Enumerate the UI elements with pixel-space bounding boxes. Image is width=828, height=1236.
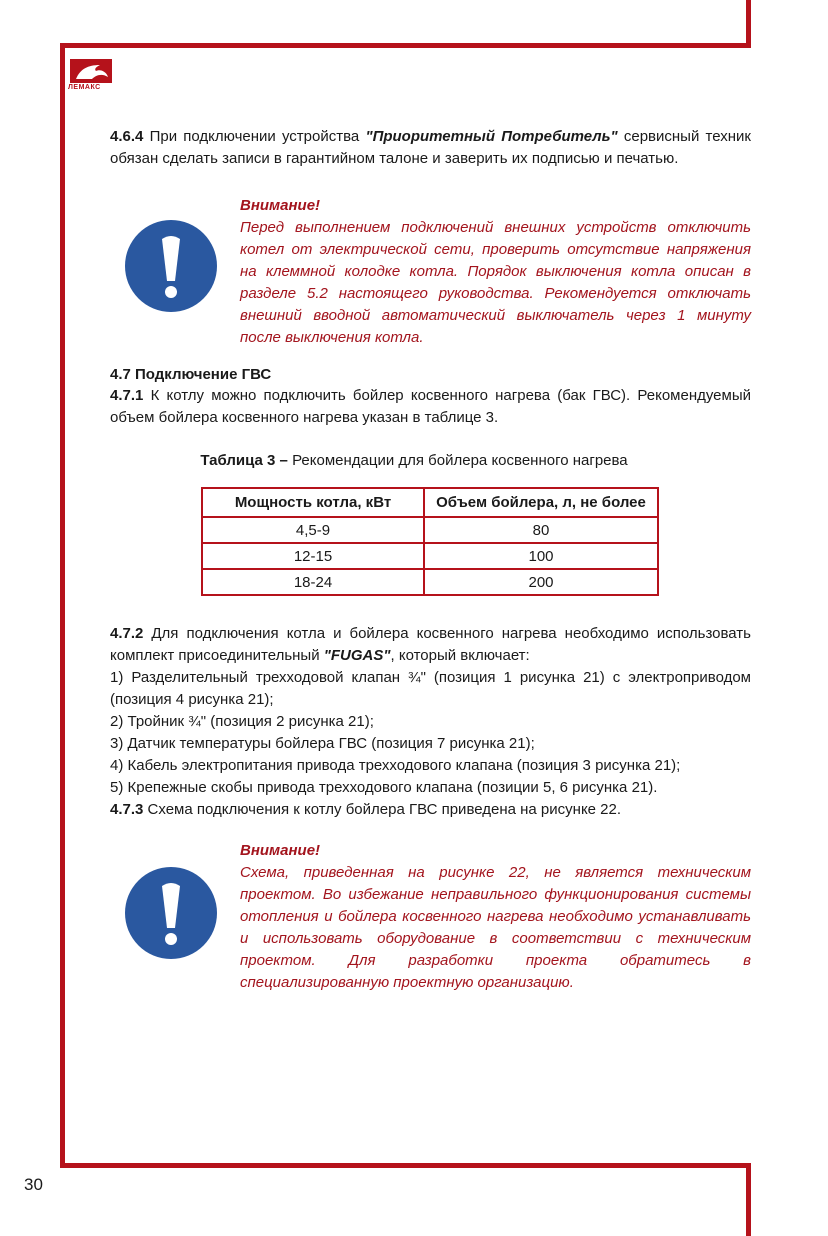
paragraph-number: 4.7.3 — [110, 801, 144, 818]
paragraph-text: К котлу можно подключить бойлер косвенного нагрева (бак ГВС). Рекомендуемый объем бойлера косвенного нагрева указан в таблице 3. — [110, 387, 751, 426]
page-number: 30 — [24, 1175, 43, 1194]
paragraph-text: При подключении устройства — [143, 128, 366, 145]
table-header-cell: Объем бойлера, л, не более — [424, 488, 658, 517]
paragraph-4-7-2 — [110, 623, 751, 821]
paragraph-4-7-3 — [110, 799, 751, 821]
section-title: 4.7 Подключение ГВС — [110, 366, 272, 383]
warning-block-2 — [240, 840, 751, 994]
exclamation-warning-icon — [124, 866, 218, 960]
table-cell: 200 — [424, 569, 658, 595]
frame-line-bottom-right — [746, 1163, 751, 1236]
list-item: 3) Датчик температуры бойлера ГВС (позиция 7 рисунка 21); — [110, 735, 535, 752]
frame-line-left — [60, 43, 65, 1168]
paragraph-text: , который включает: — [390, 647, 530, 664]
warning-text: Перед выполнением подключений внешних устройств отключить котел от электрической сети, проверить отсутствие напряжения на клеммной колодке котла. Порядок выключения котла описан в разделе 5.2 настоящего руководства. Рекомендуется отключать внешний вводной автоматический выключатель через 1 минуту после выключения котла. — [240, 219, 751, 346]
exclamation-warning-icon — [124, 219, 218, 313]
list-item: 4) Кабель электропитания привода трехходового клапана (позиция 3 рисунка 21); — [110, 757, 681, 774]
table-header-row — [202, 488, 658, 517]
table-cell: 12-15 — [202, 543, 424, 569]
warning-text: Схема, приведенная на рисунке 22, не является техническим проектом. Во избежание неправильного функционирования системы отопления и бойлера косвенного нагрева необходимо устанавливать и использовать оборудование в соответствии с техническим проектом. Для разработки проекта обратитесь в специализированную проектную организацию. — [240, 864, 751, 991]
table-caption — [0, 452, 828, 469]
device-name: "Приоритетный Потребитель" — [365, 128, 618, 145]
table-cell: 80 — [424, 517, 658, 543]
frame-line-top — [60, 43, 751, 48]
table-cell: 4,5-9 — [202, 517, 424, 543]
warning-block-1 — [240, 195, 751, 349]
table-header-cell: Мощность котла, кВт — [202, 488, 424, 517]
table-caption-text: Рекомендации для бойлера косвенного нагрева — [287, 452, 628, 469]
table-row — [202, 569, 658, 595]
frame-line-bottom — [60, 1163, 751, 1168]
paragraph-number: 4.7.1 — [110, 387, 144, 404]
list-item: 5) Крепежные скобы привода трехходового клапана (позиции 5, 6 рисунка 21). — [110, 779, 658, 796]
frame-line-top-right — [746, 0, 751, 46]
list-item: 2) Тройник ¾" (позиция 2 рисунка 21); — [110, 713, 374, 730]
paragraph-4-6-4 — [110, 126, 751, 170]
warning-title: Внимание! — [240, 842, 321, 859]
table-caption-label: Таблица 3 – — [200, 452, 288, 469]
paragraph-number: 4.6.4 — [110, 128, 144, 145]
table-cell: 100 — [424, 543, 658, 569]
paragraph-text: Для подключения котла и бойлера косвенного нагрева необходимо использовать комплект присоединительный — [110, 625, 751, 664]
warning-title: Внимание! — [240, 197, 321, 214]
paragraph-text: Схема подключения к котлу бойлера ГВС приведена на рисунке 22. — [143, 801, 622, 818]
table-row — [202, 543, 658, 569]
paragraph-text: сервисный техник обязан сделать записи в гарантийном талоне и заверить их подписью и печатью. — [110, 128, 751, 167]
table-row — [202, 517, 658, 543]
list-item: 1) Разделительный трехходовой клапан ¾" (позиция 1 рисунка 21) с электроприводом (позиция 4 рисунка 21); — [110, 669, 751, 708]
table-cell: 18-24 — [202, 569, 424, 595]
logo-text: ЛЕМАКС — [68, 84, 101, 91]
kit-name: "FUGAS" — [323, 647, 391, 664]
boiler-recommendation-table — [201, 487, 659, 596]
paragraph-4-7-1 — [110, 385, 751, 429]
paragraph-number: 4.7.2 — [110, 625, 144, 642]
